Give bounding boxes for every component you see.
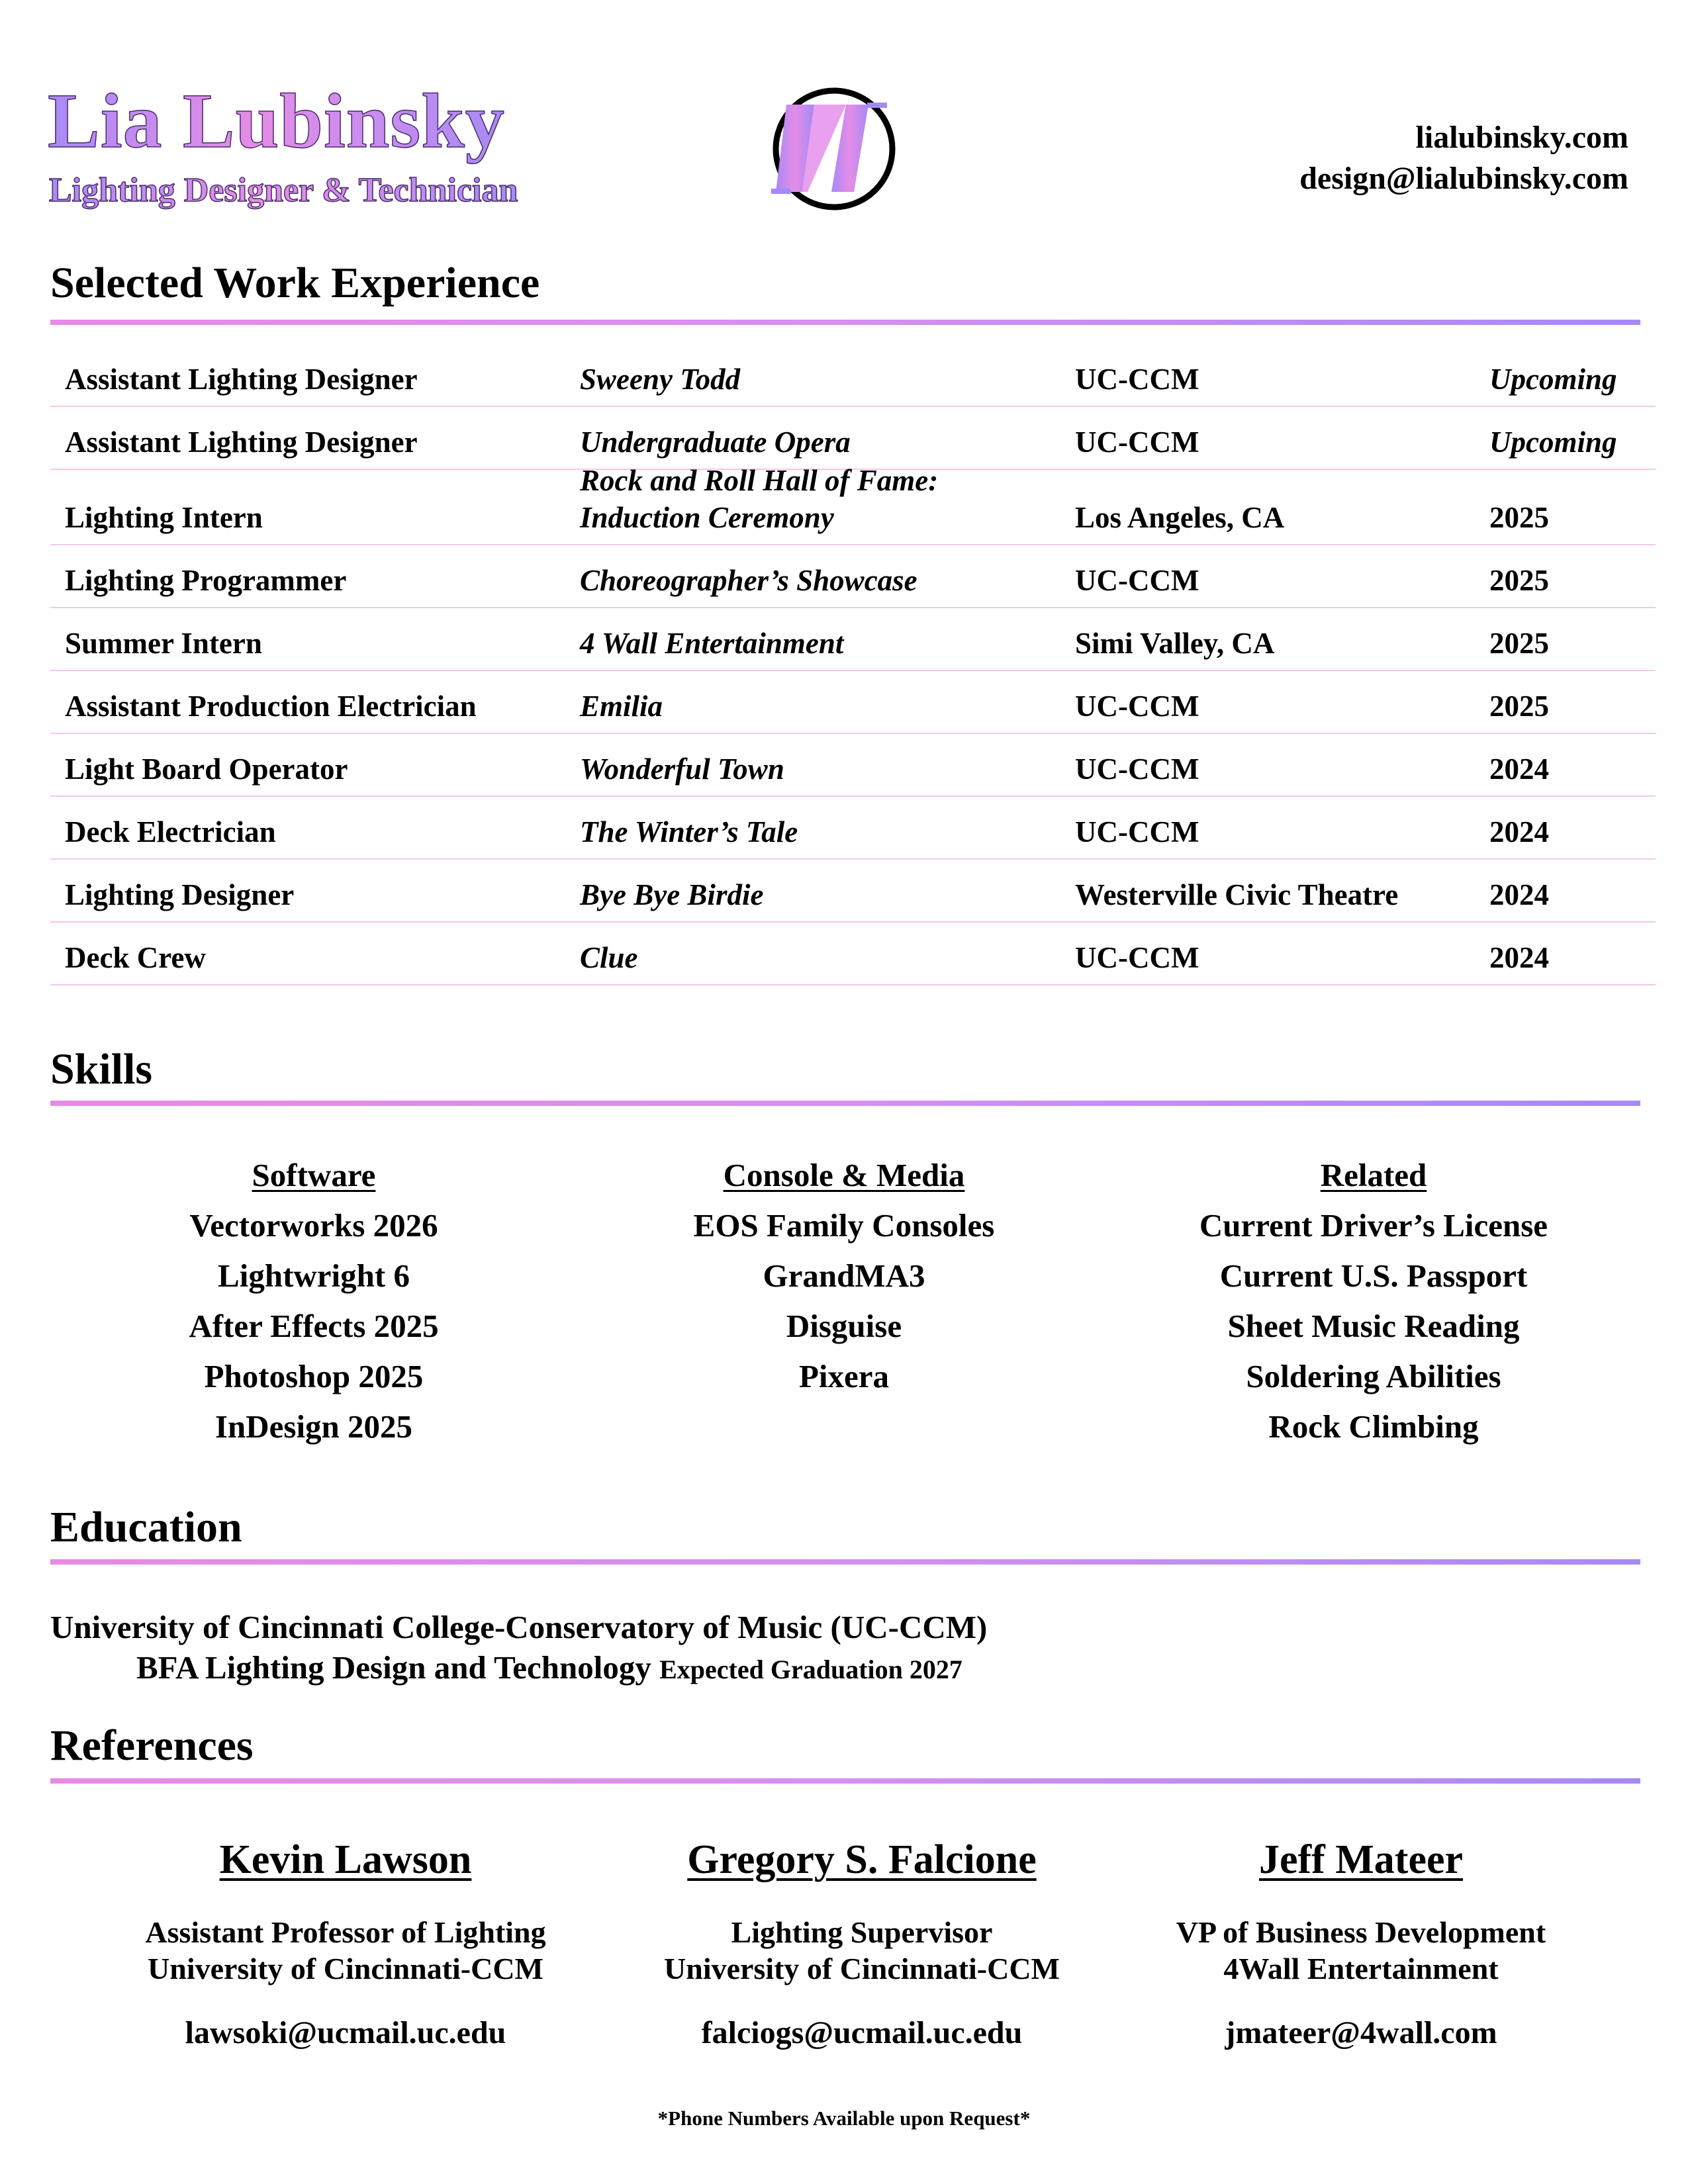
email-link[interactable]: design@lialubinsky.com: [1299, 161, 1628, 196]
year-cell: 2024: [1489, 878, 1549, 911]
skill-item: InDesign 2025: [214, 1408, 413, 1445]
section-divider: [50, 1559, 1640, 1565]
reference-title: VP of Business Development: [1176, 1915, 1546, 1949]
production-cell: Choreographer’s Showcase: [580, 563, 917, 597]
skill-item: After Effects 2025: [189, 1308, 439, 1344]
year-cell: 2025: [1489, 563, 1549, 597]
graduation-date: Expected Graduation 2027: [659, 1655, 962, 1684]
degree-line: [136, 1649, 962, 1686]
venue-cell: UC-CCM: [1075, 689, 1199, 723]
production-cell: The Winter’s Tale: [580, 815, 798, 848]
year-cell: 2024: [1489, 940, 1549, 974]
role-cell: Lighting Designer: [65, 878, 295, 911]
year-cell: 2025: [1489, 689, 1549, 723]
year-cell: 2025: [1489, 500, 1549, 534]
year-cell: 2024: [1489, 752, 1549, 786]
table-row: [50, 545, 1656, 608]
venue-cell: Los Angeles, CA: [1075, 500, 1285, 534]
reference-organization: University of Cincinnati-CCM: [664, 1952, 1060, 1985]
website-link[interactable]: lialubinsky.com: [1415, 120, 1628, 155]
table-row: [50, 671, 1656, 734]
phone-footnote: *Phone Numbers Available upon Request*: [657, 2107, 1031, 2130]
table-row: [50, 797, 1656, 860]
role-cell: Assistant Lighting Designer: [65, 362, 418, 396]
degree-name: BFA Lighting Design and Technology: [136, 1649, 651, 1686]
role-cell: Summer Intern: [65, 626, 262, 660]
role-cell: Assistant Lighting Designer: [65, 425, 418, 459]
section-divider: [50, 320, 1640, 325]
table-row: [50, 407, 1656, 470]
skill-item: Soldering Abilities: [1246, 1358, 1501, 1394]
venue-cell: UC-CCM: [1075, 752, 1199, 786]
table-row: [50, 734, 1656, 797]
skill-item: Disguise: [786, 1308, 902, 1344]
table-row: [50, 923, 1656, 985]
skills-column: [62, 1150, 565, 1452]
skill-item: Vectorworks 2026: [189, 1207, 438, 1244]
production-cell: Rock and Roll Hall of Fame: Induction Ceremony: [580, 463, 939, 534]
reference-card: [87, 1833, 604, 2051]
table-row: [50, 338, 1656, 407]
venue-cell: UC-CCM: [1075, 563, 1199, 597]
skills-column-heading: Related: [1320, 1157, 1427, 1193]
venue-cell: Westerville Civic Theatre: [1075, 878, 1399, 911]
role-cell: Deck Crew: [65, 940, 206, 974]
skill-item: Lightwright 6: [218, 1257, 410, 1294]
table-row: [50, 463, 1656, 545]
experience-table: [50, 338, 1656, 985]
role-cell: Assistant Production Electrician: [65, 689, 477, 723]
year-cell: 2025: [1489, 626, 1549, 660]
role-cell: Light Board Operator: [65, 752, 348, 786]
reference-name: Jeff Mateer: [1258, 1837, 1464, 1882]
ll-logo-icon: [768, 83, 900, 215]
reference-name: Kevin Lawson: [219, 1837, 472, 1882]
skill-item: GrandMA3: [763, 1257, 925, 1294]
table-row: [50, 608, 1656, 671]
skills-column-heading: Software: [252, 1157, 376, 1193]
reference-organization: 4Wall Entertainment: [1223, 1952, 1499, 1985]
venue-cell: Simi Valley, CA: [1075, 626, 1275, 660]
production-cell: Clue: [580, 940, 638, 974]
job-subtitle: Lighting Designer & Technician: [49, 171, 518, 209]
role-cell: Lighting Programmer: [65, 563, 347, 597]
reference-email[interactable]: lawsoki@ucmail.uc.edu: [185, 2015, 506, 2050]
year-cell: 2024: [1489, 815, 1549, 848]
reference-email[interactable]: falciogs@ucmail.uc.edu: [701, 2015, 1023, 2050]
production-cell: Wonderful Town: [580, 752, 784, 786]
skill-item: Current U.S. Passport: [1219, 1257, 1528, 1294]
skills-column: [1122, 1150, 1625, 1452]
reference-card: [604, 1833, 1120, 2051]
year-cell: Upcoming: [1489, 362, 1617, 396]
reference-organization: University of Cincinnati-CCM: [148, 1952, 543, 1985]
venue-cell: UC-CCM: [1075, 362, 1199, 396]
skill-item: EOS Family Consoles: [693, 1207, 995, 1244]
section-title-skills: Skills: [50, 1045, 153, 1093]
skill-item: Sheet Music Reading: [1227, 1308, 1520, 1344]
section-title-experience: Selected Work Experience: [50, 259, 540, 307]
table-row: [50, 860, 1656, 923]
school-name: University of Cincinnati College-Conservatory of Music (UC-CCM): [50, 1609, 988, 1645]
production-cell: Emilia: [580, 689, 663, 723]
section-title-education: Education: [50, 1503, 242, 1551]
production-cell: 4 Wall Entertainment: [580, 626, 844, 660]
skill-item: Current Driver’s License: [1199, 1207, 1548, 1244]
production-cell: Bye Bye Birdie: [580, 878, 764, 911]
venue-cell: UC-CCM: [1075, 425, 1199, 459]
skills-column-heading: Console & Media: [723, 1157, 965, 1193]
skill-item: Photoshop 2025: [204, 1358, 424, 1394]
section-divider: [50, 1778, 1640, 1784]
year-cell: Upcoming: [1489, 425, 1617, 459]
reference-title: Lighting Supervisor: [731, 1915, 993, 1949]
production-cell: Undergraduate Opera: [580, 425, 851, 459]
section-divider: [50, 1101, 1640, 1106]
reference-name: Gregory S. Falcione: [687, 1837, 1037, 1882]
role-cell: Lighting Intern: [65, 500, 263, 534]
production-cell: Sweeny Todd: [580, 362, 741, 396]
reference-email[interactable]: jmateer@4wall.com: [1225, 2015, 1497, 2050]
skill-item: Rock Climbing: [1268, 1408, 1479, 1445]
section-title-references: References: [50, 1721, 254, 1770]
reference-card: [1103, 1833, 1619, 2051]
skill-item: Pixera: [798, 1358, 890, 1394]
venue-cell: UC-CCM: [1075, 815, 1199, 848]
reference-title: Assistant Professor of Lighting: [145, 1915, 546, 1949]
name-heading: Lia Lubinsky: [48, 77, 505, 164]
skills-column: [592, 1150, 1096, 1402]
venue-cell: UC-CCM: [1075, 940, 1199, 974]
role-cell: Deck Electrician: [65, 815, 276, 848]
